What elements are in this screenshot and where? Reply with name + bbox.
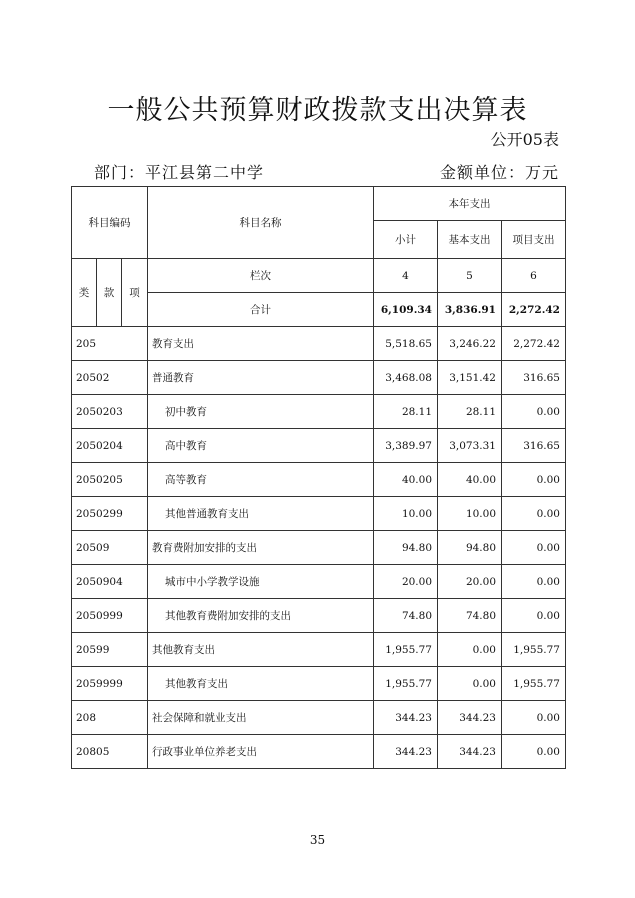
table-code: 公开05表: [490, 130, 559, 149]
row-subtotal: 74.80: [374, 599, 438, 633]
row-name: 初中教育: [148, 395, 374, 429]
row-subtotal: 1,955.77: [374, 667, 438, 701]
table-row: [72, 429, 566, 463]
row-basic: 74.80: [438, 599, 502, 633]
row-code: 2050999: [72, 599, 148, 633]
total-project: 2,272.42: [502, 293, 566, 327]
row-code: 2050203: [72, 395, 148, 429]
row-project: 2,272.42: [502, 327, 566, 361]
row-project: 0.00: [502, 497, 566, 531]
row-project: 0.00: [502, 531, 566, 565]
row-code: 20502: [72, 361, 148, 395]
total-subtotal: 6,109.34: [374, 293, 438, 327]
row-code: 2050205: [72, 463, 148, 497]
row-subtotal: 5,518.65: [374, 327, 438, 361]
row-code: 20509: [72, 531, 148, 565]
column-order-row: [72, 259, 566, 293]
row-code: 20599: [72, 633, 148, 667]
page-number: 35: [309, 833, 326, 847]
row-name: 普通教育: [148, 361, 374, 395]
header-project: 项目支出: [502, 221, 566, 259]
table-row: [72, 531, 566, 565]
unit-label: 金额单位：万元: [439, 163, 559, 182]
row-project: 0.00: [502, 395, 566, 429]
row-subtotal: 40.00: [374, 463, 438, 497]
row-basic: 28.11: [438, 395, 502, 429]
table-row: [72, 599, 566, 633]
row-project: 0.00: [502, 599, 566, 633]
header-subtotal: 小计: [374, 221, 438, 259]
row-project: 0.00: [502, 463, 566, 497]
header-column-order: 栏次: [148, 259, 374, 293]
header-col-4: 4: [374, 259, 438, 293]
table-row: [72, 497, 566, 531]
row-name: 社会保障和就业支出: [148, 701, 374, 735]
row-basic: 3,151.42: [438, 361, 502, 395]
row-project: 316.65: [502, 361, 566, 395]
header-lei: 类: [72, 259, 97, 327]
row-subtotal: 10.00: [374, 497, 438, 531]
row-name: 其他普通教育支出: [148, 497, 374, 531]
row-name: 高中教育: [148, 429, 374, 463]
table-row: [72, 327, 566, 361]
table-row: [72, 395, 566, 429]
header-col-6: 6: [502, 259, 566, 293]
row-project: 0.00: [502, 735, 566, 769]
table-row: [72, 633, 566, 667]
row-basic: 3,246.22: [438, 327, 502, 361]
row-project: 0.00: [502, 565, 566, 599]
row-code: 2050204: [72, 429, 148, 463]
row-name: 教育费附加安排的支出: [148, 531, 374, 565]
row-basic: 0.00: [438, 667, 502, 701]
row-basic: 20.00: [438, 565, 502, 599]
row-project: 1,955.77: [502, 667, 566, 701]
expenditure-table: [71, 186, 566, 769]
row-basic: 0.00: [438, 633, 502, 667]
row-code: 20805: [72, 735, 148, 769]
row-code: 2059999: [72, 667, 148, 701]
table-row: [72, 565, 566, 599]
row-name: 其他教育支出: [148, 667, 374, 701]
header-col-5: 5: [438, 259, 502, 293]
row-basic: 40.00: [438, 463, 502, 497]
row-subtotal: 94.80: [374, 531, 438, 565]
row-subtotal: 344.23: [374, 701, 438, 735]
row-basic: 344.23: [438, 701, 502, 735]
row-subtotal: 20.00: [374, 565, 438, 599]
row-subtotal: 28.11: [374, 395, 438, 429]
table-row: [72, 667, 566, 701]
table-row: [72, 361, 566, 395]
row-basic: 3,073.31: [438, 429, 502, 463]
row-name: 行政事业单位养老支出: [148, 735, 374, 769]
total-basic: 3,836.91: [438, 293, 502, 327]
department-label: 部门：平江县第二中学: [94, 163, 265, 182]
header-xiang: 项: [122, 259, 148, 327]
row-name: 城市中小学教学设施: [148, 565, 374, 599]
row-subtotal: 1,955.77: [374, 633, 438, 667]
row-project: 0.00: [502, 701, 566, 735]
header-current-year: 本年支出: [374, 187, 566, 221]
header-subject-name: 科目名称: [148, 187, 374, 259]
row-basic: 94.80: [438, 531, 502, 565]
row-code: 2050904: [72, 565, 148, 599]
row-basic: 344.23: [438, 735, 502, 769]
table-row: [72, 701, 566, 735]
page-title: 一般公共预算财政拨款支出决算表: [107, 95, 528, 126]
header-basic: 基本支出: [438, 221, 502, 259]
row-project: 1,955.77: [502, 633, 566, 667]
total-label: 合计: [148, 293, 374, 327]
row-subtotal: 344.23: [374, 735, 438, 769]
header-row-1: [72, 187, 566, 221]
header-kuan: 款: [97, 259, 122, 327]
row-subtotal: 3,468.08: [374, 361, 438, 395]
row-code: 205: [72, 327, 148, 361]
row-name: 教育支出: [148, 327, 374, 361]
row-code: 208: [72, 701, 148, 735]
row-basic: 10.00: [438, 497, 502, 531]
row-subtotal: 3,389.97: [374, 429, 438, 463]
table-row: [72, 463, 566, 497]
header-subject-code: 科目编码: [72, 187, 148, 259]
table-row: [72, 735, 566, 769]
row-name: 高等教育: [148, 463, 374, 497]
row-name: 其他教育费附加安排的支出: [148, 599, 374, 633]
row-code: 2050299: [72, 497, 148, 531]
table-body: [72, 187, 566, 769]
row-name: 其他教育支出: [148, 633, 374, 667]
row-project: 316.65: [502, 429, 566, 463]
